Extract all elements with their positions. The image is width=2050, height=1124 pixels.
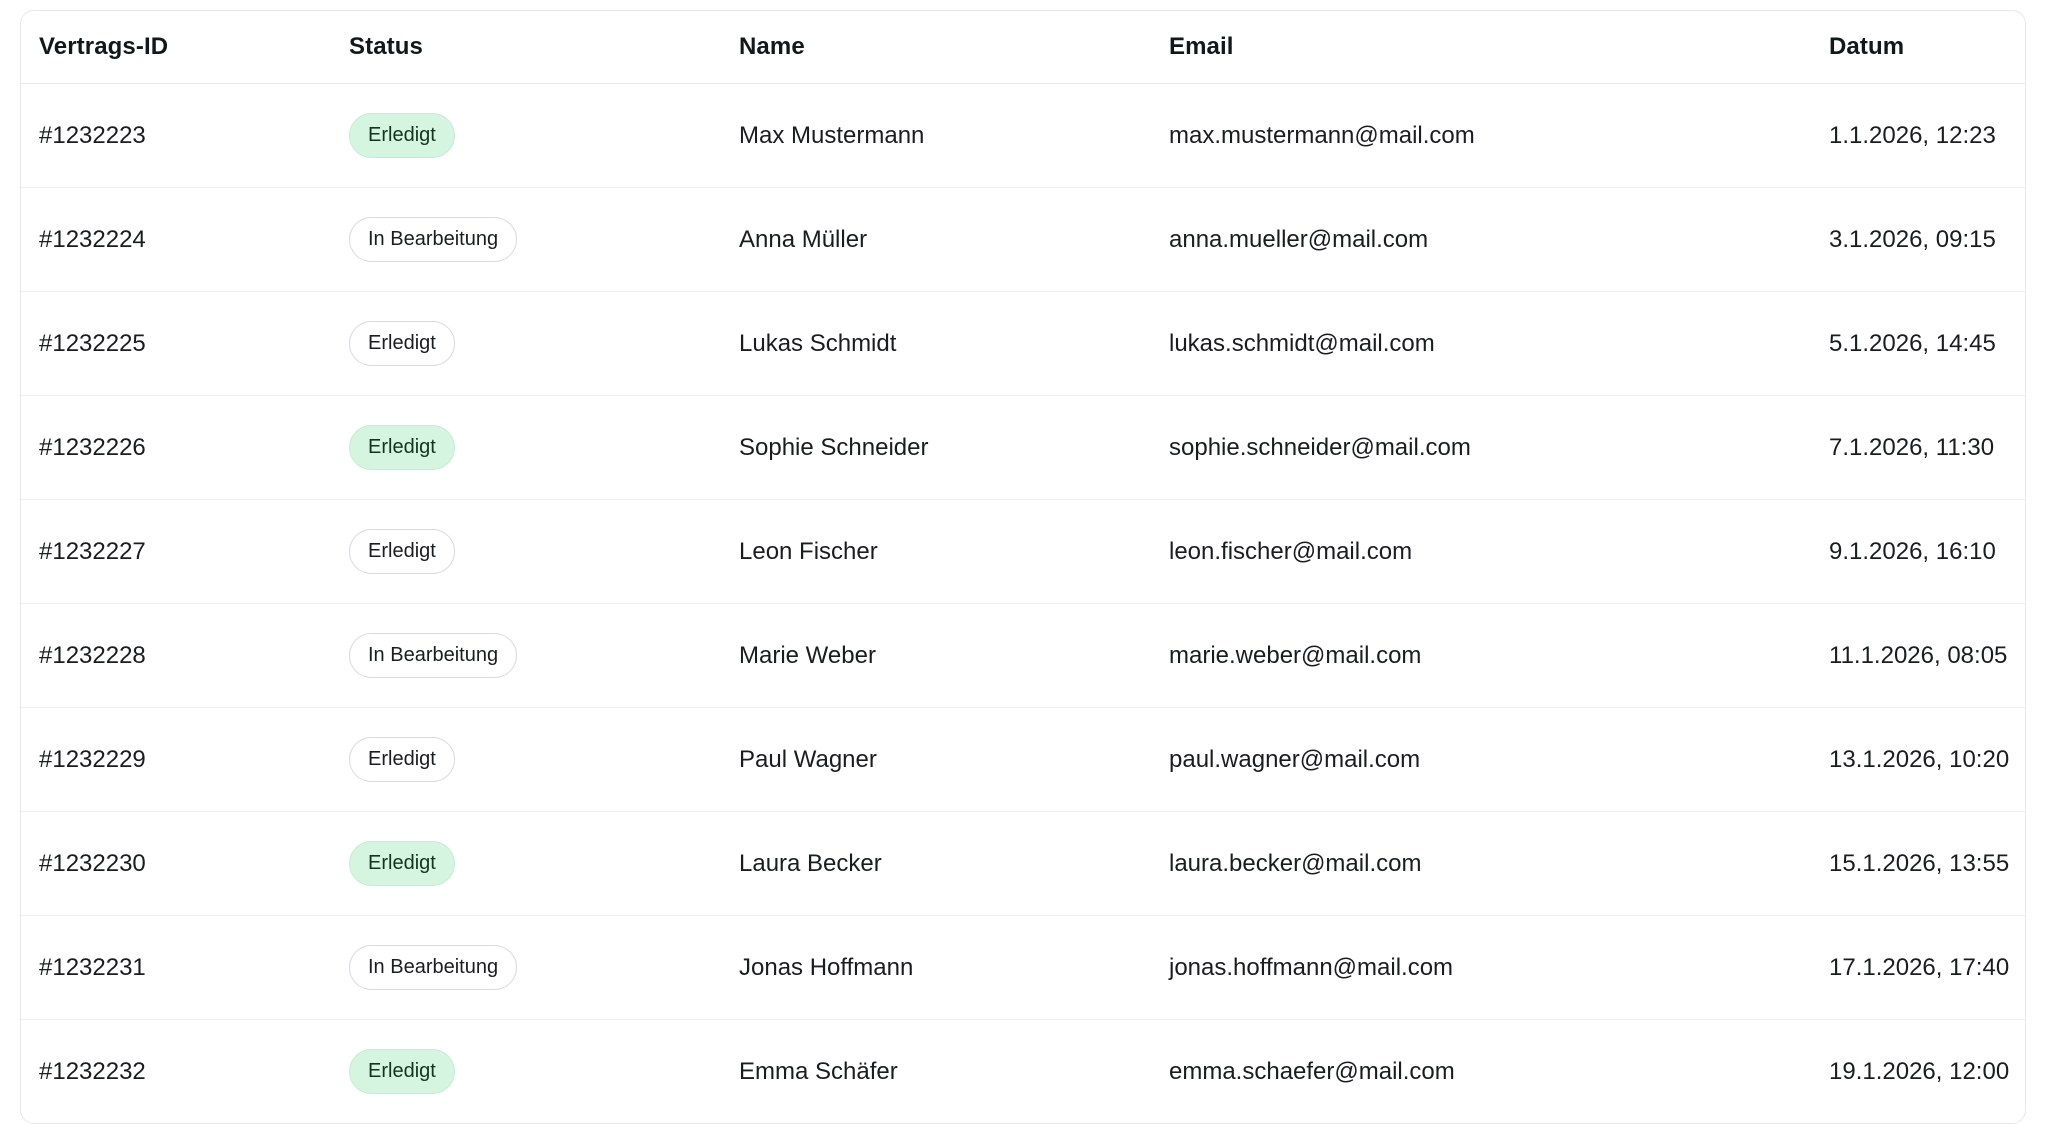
status-badge[interactable]: Erledigt [349, 737, 455, 782]
cell-datum: 17.1.2026, 17:40 [1829, 916, 2026, 1020]
contracts-table-card [20, 10, 2026, 1124]
cell-name: Jonas Hoffmann [739, 916, 1169, 1020]
status-badge[interactable]: In Bearbeitung [349, 217, 517, 262]
table-row[interactable] [21, 84, 2026, 188]
cell-name: Marie Weber [739, 604, 1169, 708]
cell-datum: 7.1.2026, 11:30 [1829, 396, 2026, 500]
cell-vertrags-id: #1232227 [21, 500, 349, 604]
cell-datum: 3.1.2026, 09:15 [1829, 188, 2026, 292]
cell-datum: 19.1.2026, 12:00 [1829, 1057, 2010, 1085]
cell-datum: 13.1.2026, 10:20 [1829, 708, 2026, 812]
cell-name: Laura Becker [739, 812, 1169, 916]
cell-email: anna.mueller@mail.com [1169, 188, 1829, 292]
status-badge[interactable]: Erledigt [349, 113, 455, 158]
cell-email: emma.schaefer@mail.com [1169, 1057, 1455, 1085]
cell-email: laura.becker@mail.com [1169, 812, 1829, 916]
status-badge[interactable]: In Bearbeitung [349, 633, 517, 678]
table-row[interactable] [21, 188, 2026, 292]
cell-vertrags-id: #1232229 [21, 708, 349, 812]
cell-vertrags-id: #1232228 [21, 604, 349, 708]
table-row[interactable] [21, 396, 2026, 500]
cell-datum: 5.1.2026, 14:45 [1829, 292, 2026, 396]
cell-status [349, 604, 739, 708]
table-header [21, 11, 2026, 84]
cell-status [349, 84, 739, 188]
cell-vertrags-id: #1232232 [39, 1057, 146, 1085]
table-row[interactable] [21, 812, 2026, 916]
table-row[interactable] [21, 708, 2026, 812]
cell-name: Paul Wagner [739, 708, 1169, 812]
cell-name: Anna Müller [739, 188, 1169, 292]
cell-datum: 11.1.2026, 08:05 [1829, 604, 2026, 708]
table-header-row [21, 11, 2026, 84]
cell-email: sophie.schneider@mail.com [1169, 396, 1829, 500]
cell-name: Leon Fischer [739, 500, 1169, 604]
cell-name: Lukas Schmidt [739, 292, 1169, 396]
table-row[interactable] [21, 1020, 2026, 1124]
cell-status [349, 916, 739, 1020]
status-badge[interactable]: Erledigt [349, 529, 455, 574]
cell-status [349, 396, 739, 500]
cell-name: Max Mustermann [739, 84, 1169, 188]
cell-vertrags-id: #1232225 [21, 292, 349, 396]
cell-email: paul.wagner@mail.com [1169, 708, 1829, 812]
cell-vertrags-id: #1232226 [21, 396, 349, 500]
cell-datum: 1.1.2026, 12:23 [1829, 84, 2026, 188]
cell-email: marie.weber@mail.com [1169, 604, 1829, 708]
status-badge[interactable]: Erledigt [349, 841, 455, 886]
table-body [21, 84, 2026, 1124]
column-header-email[interactable]: Email [1169, 11, 1829, 84]
status-badge[interactable]: Erledigt [349, 321, 455, 366]
status-badge[interactable]: Erledigt [349, 425, 455, 470]
cell-email: jonas.hoffmann@mail.com [1169, 916, 1829, 1020]
cell-datum: 15.1.2026, 13:55 [1829, 812, 2026, 916]
cell-status [349, 1020, 739, 1124]
table-row[interactable] [21, 916, 2026, 1020]
cell-name: Emma Schäfer [739, 1057, 898, 1085]
table-row[interactable] [21, 604, 2026, 708]
column-header-status[interactable]: Status [349, 11, 739, 84]
status-badge[interactable]: Erledigt [349, 1049, 455, 1094]
cell-name: Sophie Schneider [739, 396, 1169, 500]
cell-vertrags-id: #1232224 [21, 188, 349, 292]
column-header-vertrags-id[interactable]: Vertrags-ID [21, 11, 349, 84]
column-header-datum[interactable]: Datum [1829, 11, 2026, 84]
cell-email: lukas.schmidt@mail.com [1169, 292, 1829, 396]
cell-status [349, 188, 739, 292]
cell-datum: 9.1.2026, 16:10 [1829, 500, 2026, 604]
cell-status [349, 708, 739, 812]
column-header-name[interactable]: Name [739, 11, 1169, 84]
status-badge[interactable]: In Bearbeitung [349, 945, 517, 990]
cell-vertrags-id: #1232231 [21, 916, 349, 1020]
contracts-table [21, 11, 2026, 1123]
cell-email: max.mustermann@mail.com [1169, 84, 1829, 188]
cell-status [349, 500, 739, 604]
cell-vertrags-id: #1232230 [21, 812, 349, 916]
cell-vertrags-id: #1232223 [21, 84, 349, 188]
cell-status [349, 812, 739, 916]
table-row[interactable] [21, 500, 2026, 604]
cell-status [349, 292, 739, 396]
cell-email: leon.fischer@mail.com [1169, 500, 1829, 604]
table-row[interactable] [21, 292, 2026, 396]
